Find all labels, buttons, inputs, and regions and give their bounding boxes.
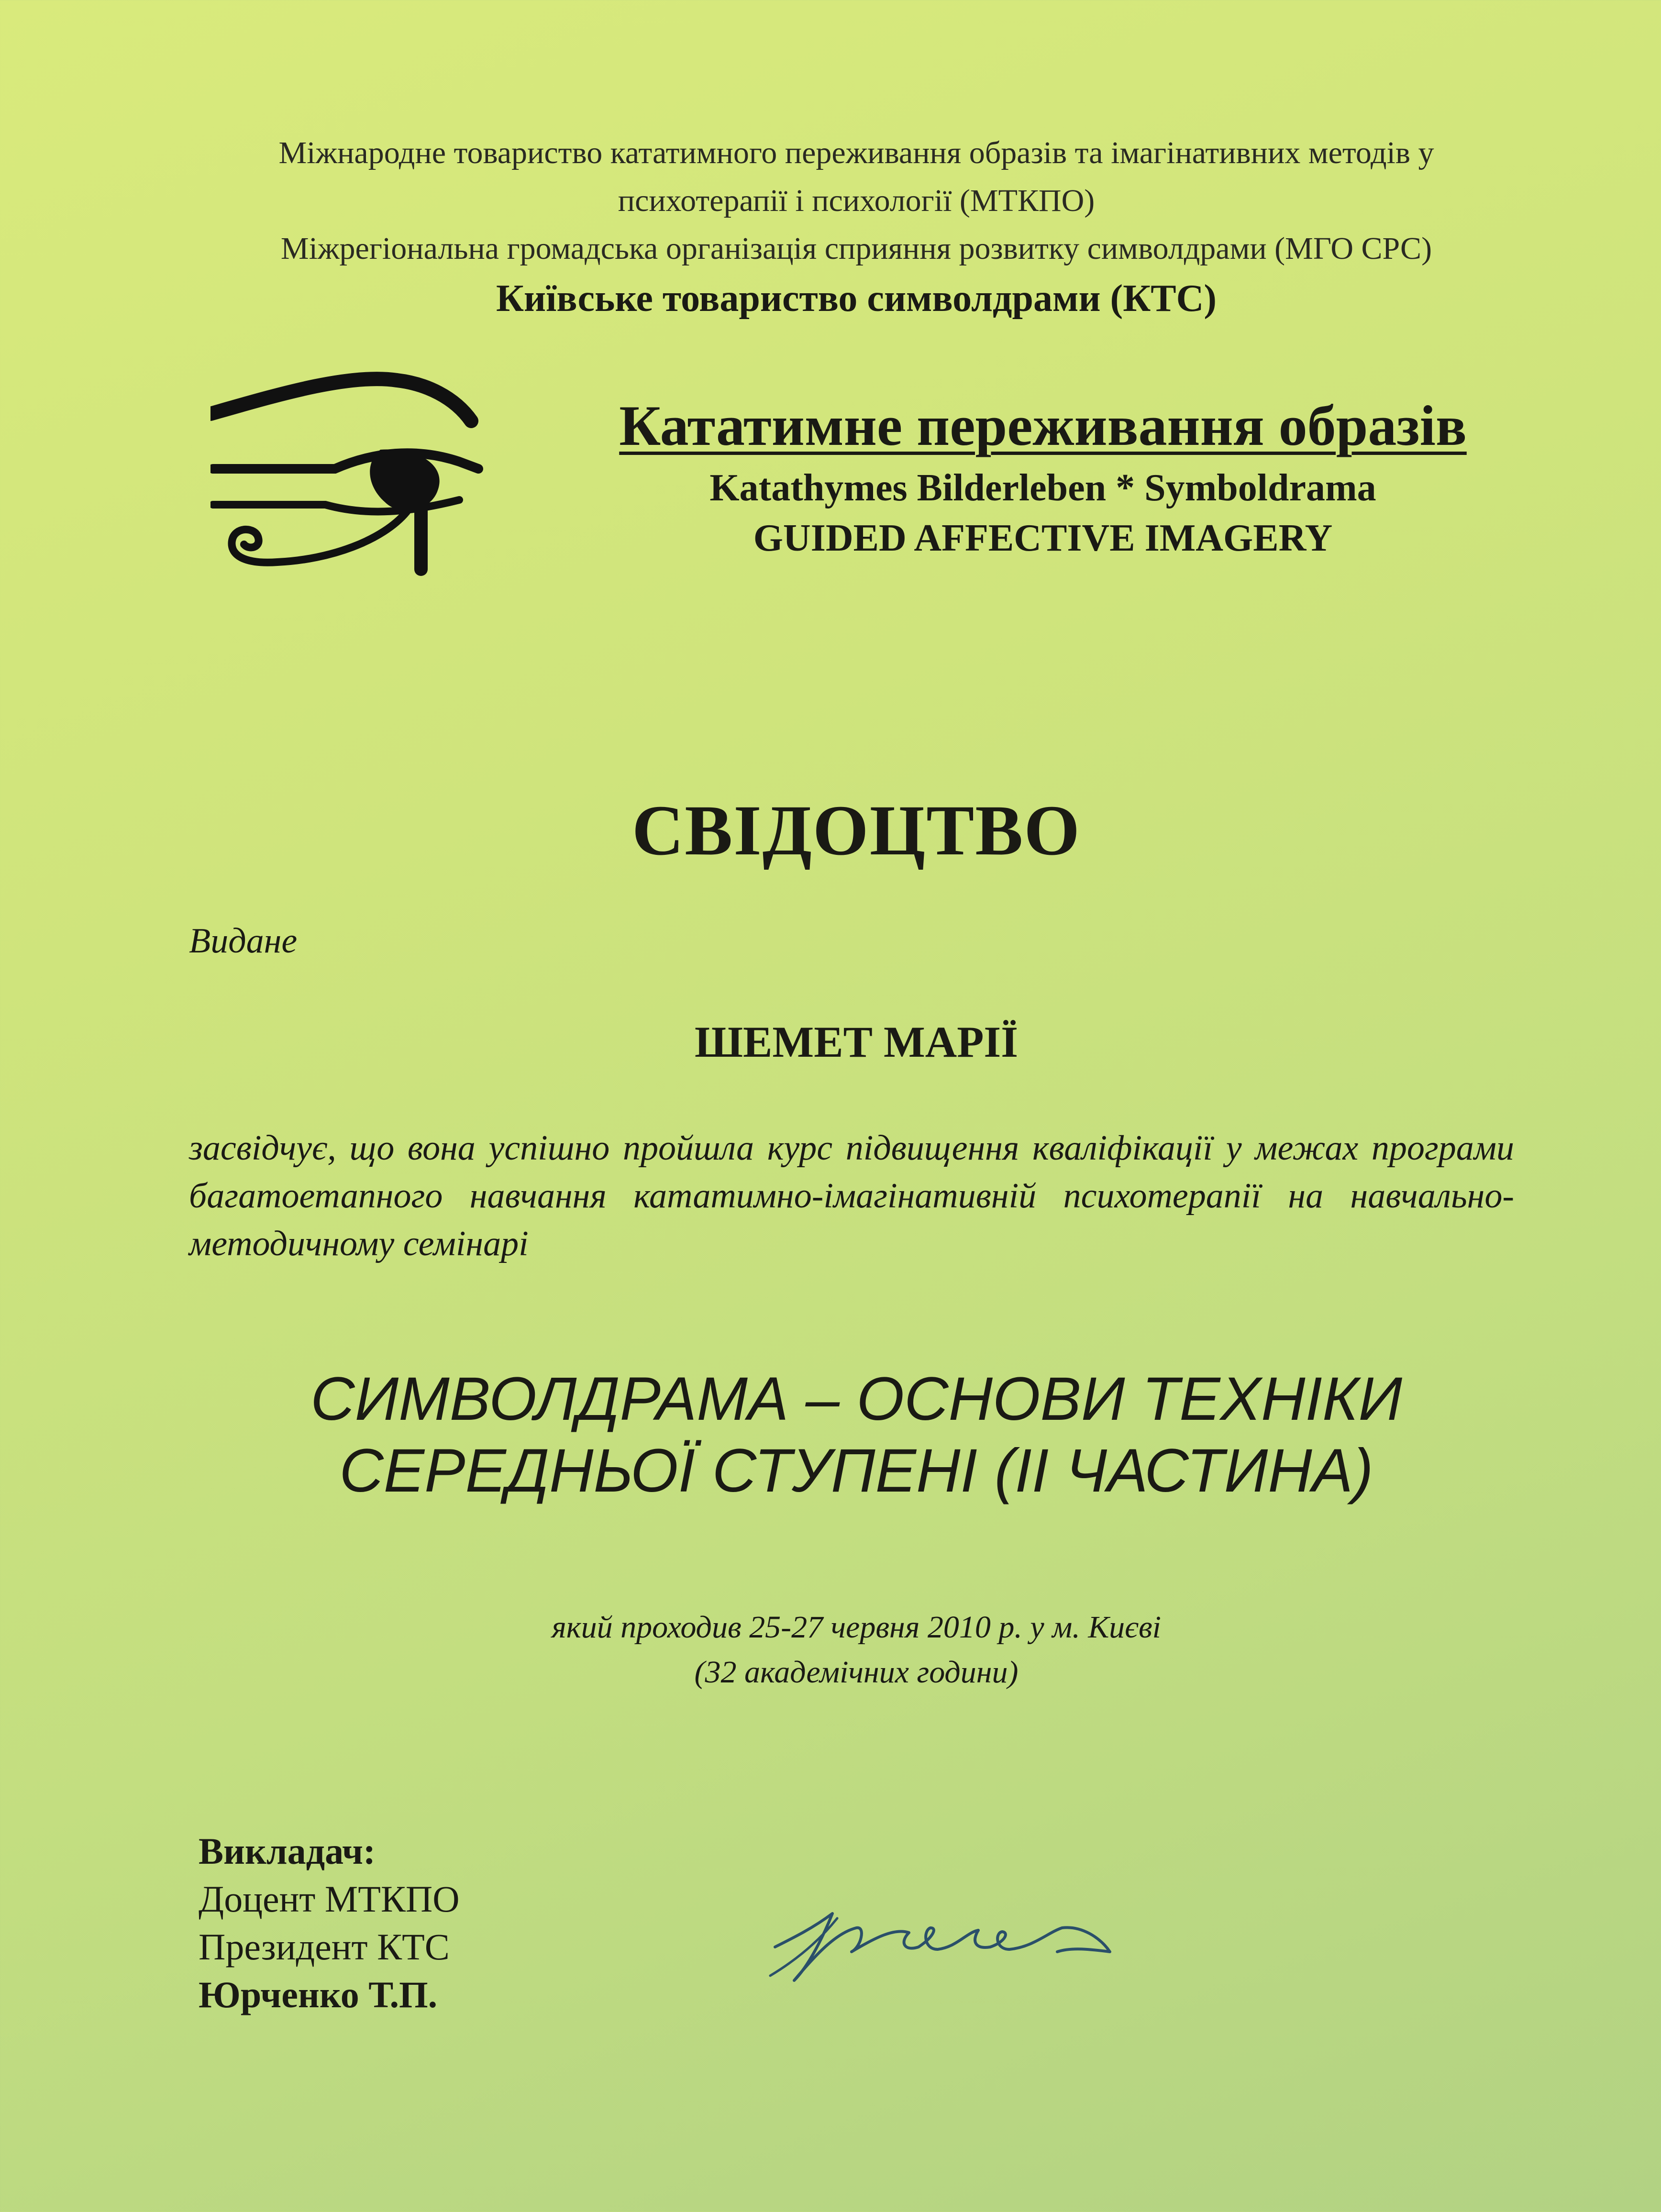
header-line-3: Міжрегіональна громадська організація сприяння розвитку символдрами (МГО СРС): [280, 231, 1432, 266]
course-details: [0, 1605, 1661, 1695]
teacher-position-2: Президент КТС: [199, 1926, 450, 1968]
header-line-1: Міжнародне товариство кататимного переживання образів та імагінативних методів у: [278, 135, 1434, 170]
teacher-block: [199, 1827, 460, 2019]
recipient-name: ШЕМЕТ МАРІЇ: [694, 1018, 1019, 1066]
organizations-header: [182, 129, 1531, 322]
method-title-en: GUIDED AFFECTIVE IMAGERY: [753, 517, 1333, 559]
course-hours: (32 академічних години): [694, 1655, 1019, 1690]
method-title-de: Katathymes Bilderleben * Symboldrama: [709, 467, 1376, 509]
course-title-line-1: СИМВОЛДРАМА – ОСНОВИ ТЕХНІКИ: [310, 1365, 1402, 1433]
teacher-name: Юрченко Т.П.: [199, 1974, 438, 2015]
teacher-label: Викладач:: [199, 1830, 376, 1872]
teacher-position-1: Доцент МТКПО: [199, 1878, 460, 1920]
header-line-2: психотерапії і психології (МТКПО): [618, 183, 1095, 218]
issued-label: Видане: [189, 921, 298, 961]
certification-text: засвідчує, що вона успішно пройшла курс підвищення кваліфікації у межах програми багатоетапного навчання кататимно-імагінативній психотерапії на навчально-методичному семінарі: [189, 1128, 1514, 1263]
eye-of-horus-icon: [210, 368, 536, 588]
course-title-line-2: СЕРЕДНЬОЇ СТУПЕНІ (ІІ ЧАСТИНА): [339, 1437, 1373, 1505]
certificate-title: СВІДОЦТВО: [631, 791, 1081, 870]
header-line-4: Київське товариство символдрами (КТС): [496, 277, 1217, 320]
course-title: [0, 1363, 1661, 1507]
method-title-block: [593, 390, 1493, 562]
signature: [765, 1880, 1124, 1995]
course-dates: який проходив 25-27 червня 2010 р. у м. Києві: [552, 1610, 1161, 1645]
method-title-ua: Кататимне переживання образів: [619, 394, 1467, 457]
